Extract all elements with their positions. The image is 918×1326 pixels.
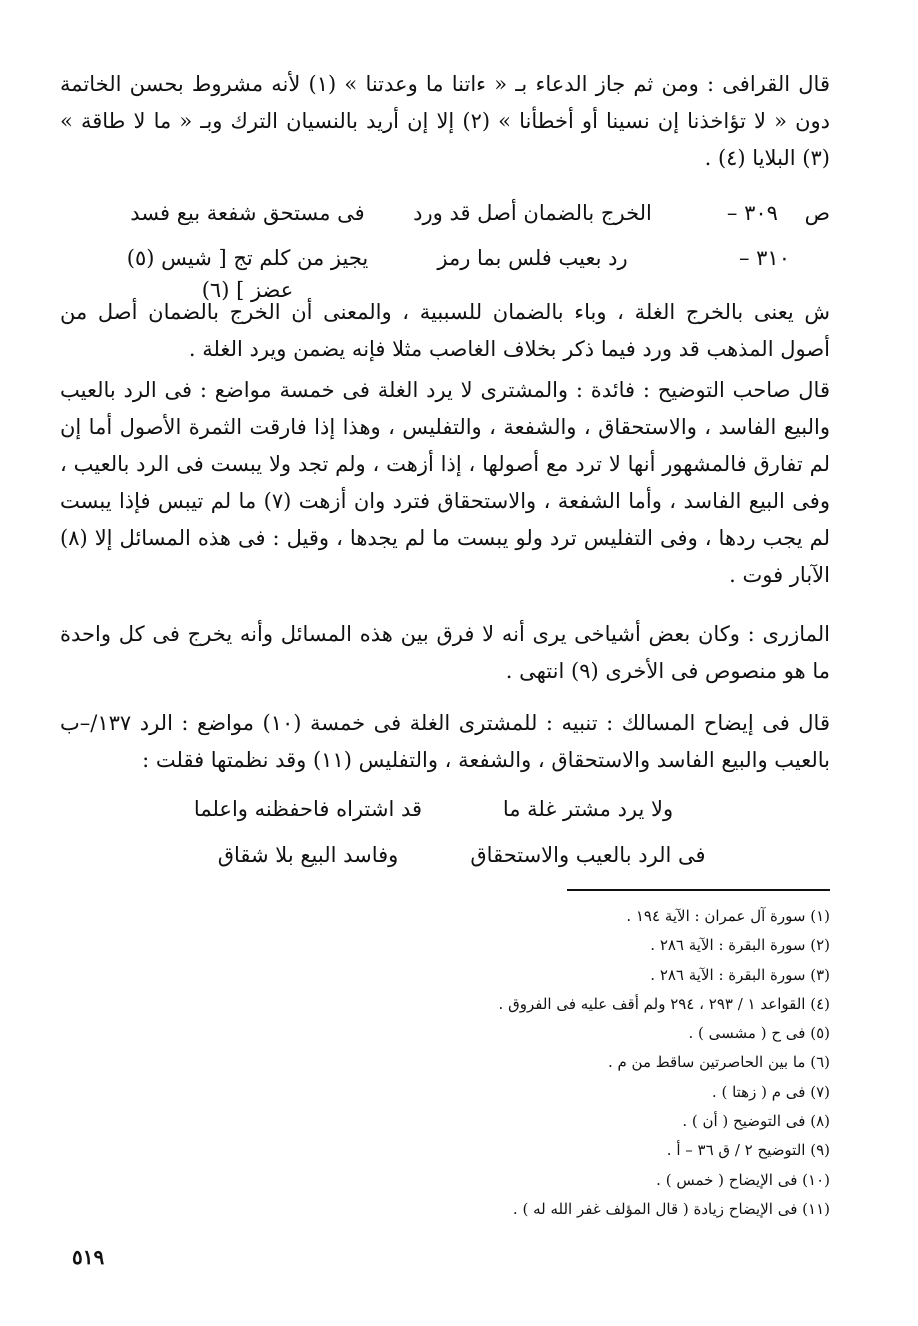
verse-310-hemistich-1: رد بعيب فلس بما رمز xyxy=(437,246,628,270)
footnotes xyxy=(200,902,830,1224)
paragraph-sharh: ش يعنى بالخرج الغلة ، وباء بالضمان للسببية ، والمعنى أن الخرج بالضمان أصل من أصول المذهب قد ورد فيما ذكر بخلاف الغاصب مثلا فإنه يضمن ويرد الغلة . xyxy=(60,300,830,361)
verse-number xyxy=(727,197,830,229)
paragraph-qarafi: قال القرافى : ومن ثم جاز الدعاء بـ « ءاتنا ما وعدتنا » (١) لأنه مشروط بحسن الخاتمة دون « لا تؤاخذنا إن نسينا أو أخطأنا » (٢) إلا إن أريد بالنسيان الترك وبـ « ما لا طاقة » (٣) البلايا (٤) . xyxy=(60,72,831,170)
page-number: ٥١٩ xyxy=(72,1245,105,1269)
poem-line-1-hemistich-2: قد اشتراه فاحفظنه واعلما xyxy=(193,797,423,821)
footnote-10: (١٠) فى الإيضاح ( خمس ) . xyxy=(656,1170,830,1189)
poem-line-1 xyxy=(193,792,708,826)
footnote-3: (٣) سورة البقرة : الآية ٢٨٦ . xyxy=(650,965,830,984)
footnote-8: (٨) فى التوضيح ( أن ) . xyxy=(682,1112,830,1131)
poem-line-2-hemistich-1: فى الرد بالعيب والاستحقاق xyxy=(470,843,706,867)
footnote-divider xyxy=(567,889,830,891)
footnote-5: (٥) فى ح ( مشسى ) . xyxy=(688,1024,830,1043)
poem-line-2-hemistich-2: وفاسد البيع بلا شقاق xyxy=(217,843,399,867)
footnote-1: (١) سورة آل عمران : الآية ١٩٤ . xyxy=(626,907,830,925)
verse-310-hemistich-2: يجيز من كلم تج [ شيس (٥) عضز ] (٦) xyxy=(126,246,369,302)
footnote-2: (٢) سورة البقرة : الآية ٢٨٦ . xyxy=(650,936,830,955)
verse-309-hemistich-2: فى مستحق شفعة بيع فسد xyxy=(130,201,365,225)
verse-309-number: ٣٠٩ – xyxy=(726,201,778,225)
paragraph-mazari: المازرى : وكان بعض أشياخى يرى أنه لا فرق بين هذه المسائل وأنه يخرج فى كل واحدة ما هو منصوص فى الأخرى (٩) انتهى . xyxy=(60,622,830,683)
verse-310-number: ٣١٠ – xyxy=(738,246,790,270)
verse-309-hemistich-1: الخرج بالضمان أصل قد ورد xyxy=(413,201,652,225)
poem-line-2 xyxy=(200,838,708,872)
footnote-7: (٧) فى م ( زهتا ) . xyxy=(711,1082,830,1101)
verse-label: ص xyxy=(804,201,830,225)
paragraph-idah: قال فى إيضاح المسالك : تنبيه : للمشترى الغلة فى خمسة (١٠) مواضع : الرد ١٣٧/–ب بالعيب والبيع الفاسد والاستحقاق ، والشفعة ، والتفليس (١١) وقد نظمتها فقلت : xyxy=(60,711,830,772)
poem-line-1-hemistich-1: ولا يرد مشتر غلة ما xyxy=(502,797,674,821)
footnote-4: (٤) القواعد ١ / ٢٩٣ ، ٢٩٤ ولم أقف عليه فى الفروق . xyxy=(498,994,830,1013)
footnote-9: (٩) التوضيح ٢ / ق ٣٦ – أ . xyxy=(666,1141,830,1160)
footnote-6: (٦) ما بين الحاصرتين ساقط من م . xyxy=(607,1053,830,1072)
paragraph-tawdih: قال صاحب التوضيح : فائدة : والمشترى لا يرد الغلة فى خمسة مواضع : فى الرد بالعيب والبيع الفاسد ، والاستحقاق ، والشفعة ، والتفليس ، وهذا إذا فارقت الثمرة الأصول أما إن لم تفارق فالمشهور أنها لا ترد مع أصولها ، إذا أزهت ، ولم تجد ولا يبست فى الرد بالعيب ، وفى البيع الفاسد ، وأما الشفعة ، والاستحقاق فترد وان أزهت (٧) ما لم تيبس فإذا يبست لم يجب ردها ، وفى التفليس ترد ولو يبست ما لم يجدها ، وقيل : فى هذه المسائل إلا (٨) الآبار فوت . xyxy=(60,378,830,587)
verse-310 xyxy=(60,242,830,302)
verse-309 xyxy=(60,197,830,229)
footnote-11: (١١) فى الإيضاح زيادة ( قال المؤلف غفر الله له ) . xyxy=(512,1199,830,1218)
